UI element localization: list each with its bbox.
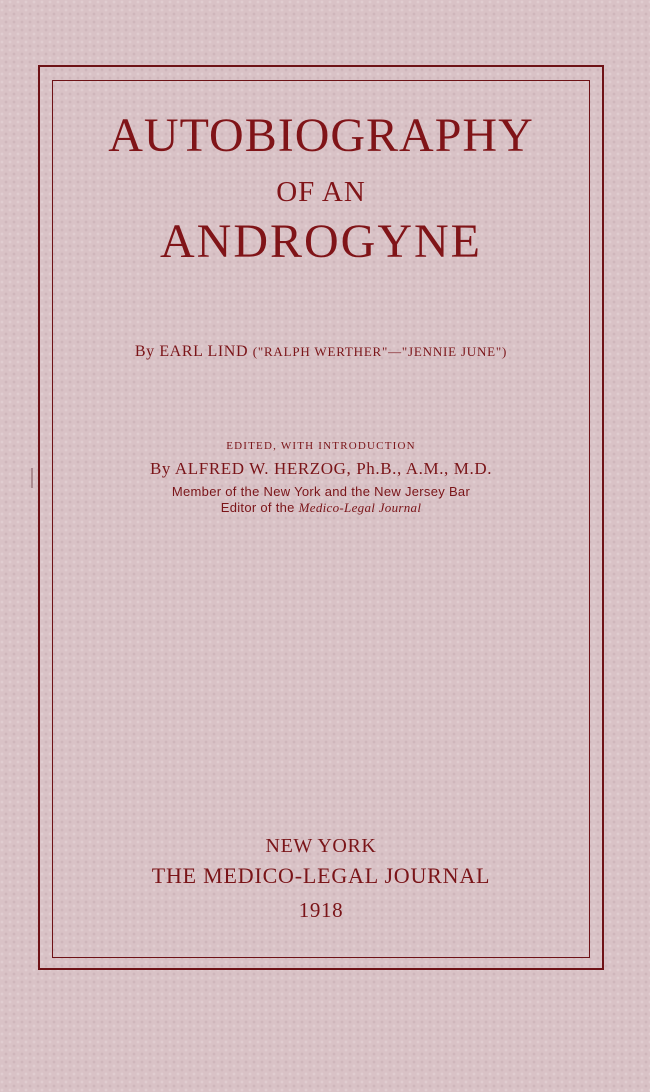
imprint-year: 1918 [298, 898, 344, 922]
editor-by: By [149, 459, 171, 478]
editor-journal: Medico-Legal Journal [298, 500, 422, 515]
editor-affiliation: Member of the New York and the New Jersey Bar [171, 484, 471, 499]
margin-speck [31, 468, 33, 488]
author-line [52, 343, 590, 361]
inner-border [52, 80, 590, 958]
author-pseudonyms: ("RALPH WERTHER"—"JENNIE JUNE") [252, 344, 508, 359]
book-title: AUTOBIOGRAPHY [108, 109, 534, 162]
editor-role [52, 500, 590, 516]
imprint-place: NEW YORK [265, 835, 377, 857]
edited-line: EDITED, WITH INTRODUCTION [226, 440, 416, 452]
editor-name: ALFRED W. HERZOG, Ph.B., A.M., M.D. [174, 459, 493, 478]
book-subtitle: ANDROGYNE [160, 215, 482, 268]
author-name: EARL LIND [159, 343, 249, 360]
author-by: By [134, 343, 155, 360]
imprint-publisher: THE MEDICO-LEGAL JOURNAL [151, 863, 491, 888]
book-title-connector: OF AN [276, 176, 366, 208]
editor-line [52, 459, 590, 479]
editor-role-prefix: Editor of the [220, 500, 295, 515]
